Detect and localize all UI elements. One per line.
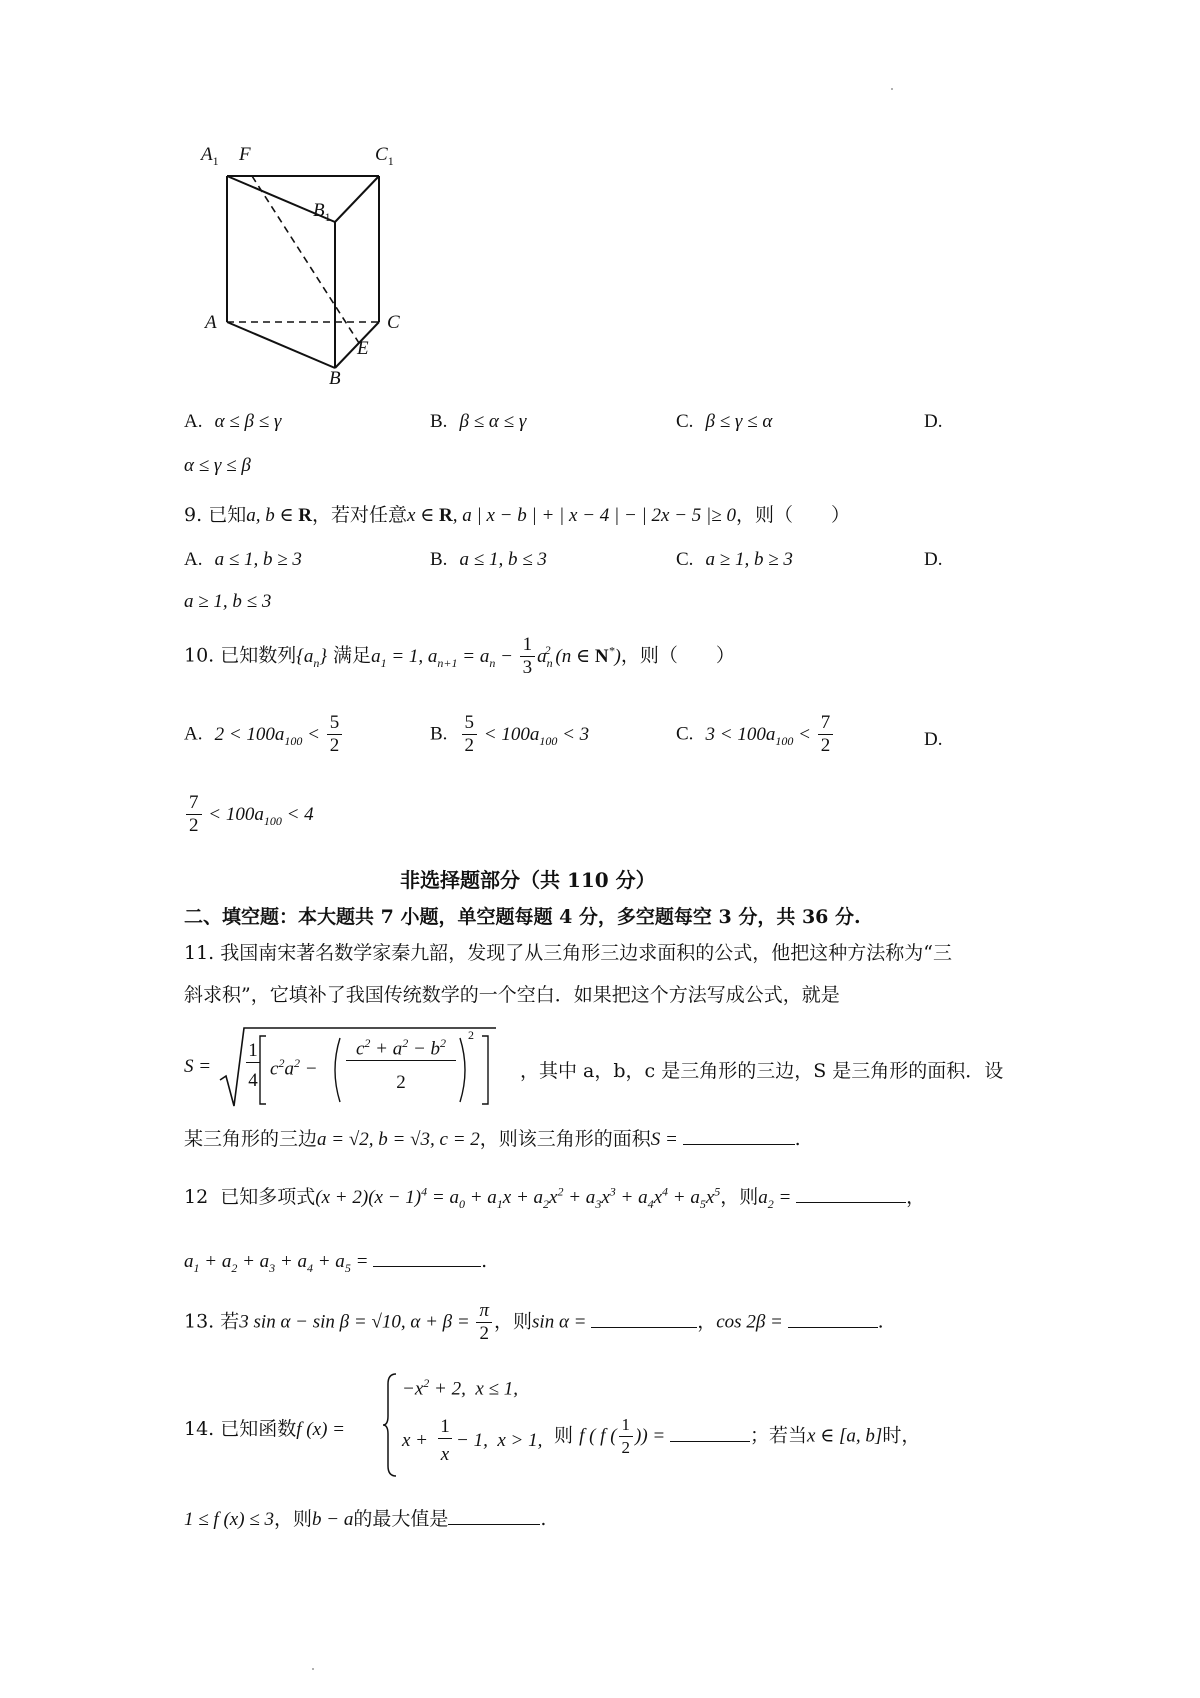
label-c1: $C_1$ [375, 144, 394, 168]
q9-stem: 9. 已知a, b ∈ R，若对任意x ∈ R, a | x − b | + | x − 4 | − | 2x − 5 |≥ 0，则（ ） [184, 504, 850, 526]
section-title: 非选择题部分（共 110 分） [400, 868, 656, 892]
q11-after-formula: ，其中 a，b，c 是三角形的三边，S 是三角形的面积．设 [520, 1060, 1004, 1082]
q9-option-d-text[interactable]: a ≥ 1, b ≤ 3 [184, 591, 272, 612]
q14-answer-blank-max[interactable] [448, 1508, 540, 1525]
label-c: C [387, 312, 400, 333]
q11-line4: 某三角形的三边a = √2, b = √3, c = 2，则该三角形的面积S = . [184, 1128, 801, 1150]
q9-option-d-letter[interactable]: D. [924, 549, 943, 570]
q10-option-b[interactable]: B. $\frac{5}{2}$ < $100a_{100} < 3$ [430, 712, 590, 756]
q8-option-d-text[interactable]: α ≤ γ ≤ β [184, 455, 251, 476]
edge-a-b [227, 322, 335, 368]
prism-svg [195, 150, 415, 390]
q9-option-c[interactable]: C. a ≥ 1, b ≥ 3 [676, 549, 793, 570]
fill-in-heading: 二、填空题：本大题共 7 小题，单空题每题 4 分，多空题每空 3 分，共 36 分. [184, 906, 861, 928]
q12-line1: 12 已知多项式$(x + 2)(x - 1)^4 = a_0 + a_1x + a_2x^2 + a_3x^3 + a_4x^4 + a_5x^5$，则$a_2$ = ， [184, 1184, 926, 1211]
q11-answer-blank[interactable] [683, 1128, 795, 1145]
q12-answer-blank-sum[interactable] [373, 1250, 481, 1267]
q14-number-stem: 14. 已知函数f (x) = [184, 1418, 345, 1440]
q10-option-c[interactable]: C. $3 < 100a_{100}$ < $\frac{7}{2}$ [676, 712, 835, 757]
label-a1: $A_1$ [201, 144, 219, 168]
hidden-edge-f-e [252, 176, 359, 343]
label-a: A [205, 312, 217, 333]
q8-option-b[interactable]: B. β ≤ α ≤ γ [430, 411, 527, 432]
label-e: E [357, 338, 369, 359]
q12-answer-blank-a2[interactable] [796, 1186, 906, 1203]
q14-rest: 则 f ( f ( $\frac{1}{2}$ )) = ；若当x ∈ [a, b]时， [554, 1415, 921, 1457]
q14-piecewise: $-x^2 + 2$, x ≤ 1, x + 1 x − 1, x > 1, [382, 1370, 572, 1480]
q9-option-a[interactable]: A. a ≤ 1, b ≥ 3 [184, 549, 302, 570]
q12-line2: $a_1 + a_2 + a_3 + a_4 + a_5$ = . [184, 1250, 488, 1275]
q13-line: 13. 若3 sin α − sin β = √10, α + β = $\frac{\pi}{2}$ ，则sin α = ，cos 2β = . [184, 1300, 884, 1344]
fraction-pi-over-2: $\frac{\pi}{2}$ [476, 1300, 492, 1345]
piecewise-brace [382, 1370, 398, 1480]
q13-answer-blank-sin[interactable] [591, 1311, 697, 1328]
q11-formula: S = 1 4 $c^2a^2$ − $c^2 + a^2 - b^2$ 2 2 [184, 1022, 514, 1110]
prism-figure [195, 144, 415, 390]
q10-option-d-letter[interactable]: D. [924, 729, 943, 750]
scan-dot [891, 88, 893, 90]
label-b: B [329, 368, 341, 389]
label-f: F [239, 144, 251, 165]
q13-answer-blank-cos[interactable] [788, 1311, 878, 1328]
q10-option-a[interactable]: A. $2 < 100a_{100}$ < $\frac{5}{2}$ [184, 712, 344, 757]
q9-option-b[interactable]: B. a ≤ 1, b ≤ 3 [430, 549, 547, 570]
q10-option-d-text[interactable]: $\frac{7}{2}$ < $100a_{100} < 4$ [184, 792, 314, 837]
fraction-one-third: $\frac{1}{3}$ [520, 634, 536, 679]
scan-dot [312, 1668, 314, 1670]
q8-option-a[interactable]: A. α ≤ β ≤ γ [184, 411, 282, 432]
edge-b1-c1 [335, 176, 379, 222]
q8-option-c[interactable]: C. β ≤ γ ≤ α [676, 411, 773, 432]
q11-line2: 斜求积”，它填补了我国传统数学的一个空白．如果把这个方法写成公式，就是 [184, 984, 840, 1006]
label-b1: $B_1$ [313, 200, 331, 224]
q10-stem: 10. 已知数列$\{a_n\}$ 满足$a_1 = 1$, $a_{n+1} = a_n$ − $\frac{1}{3}$ $a_n^2$ (n ∈ N*)，则（ ） [184, 634, 735, 678]
q14-answer-blank-ff[interactable] [670, 1425, 750, 1442]
q8-option-d-letter[interactable]: D. [924, 411, 943, 432]
q14-line2: 1 ≤ f (x) ≤ 3，则b − a的最大值是 . [184, 1508, 547, 1530]
q11-line1: 11. 我国南宋著名数学家秦九韶，发现了从三角形三边求面积的公式，他把这种方法称为“三 [184, 942, 952, 964]
